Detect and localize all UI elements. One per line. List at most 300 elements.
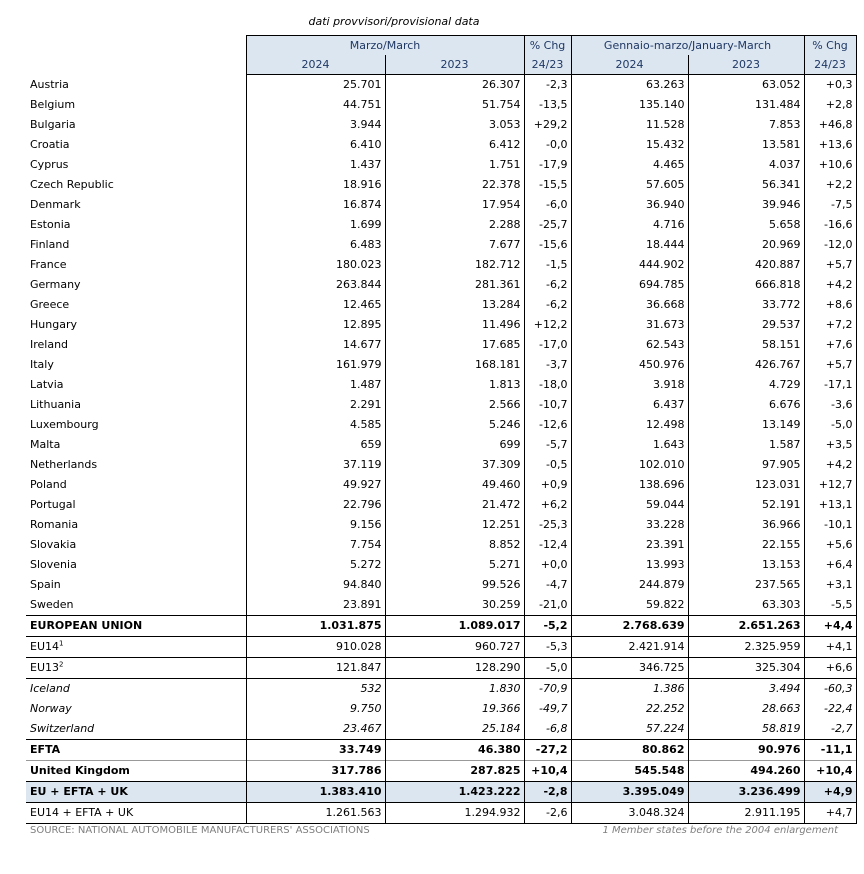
- ytd-2024-text: 3.918: [653, 378, 685, 391]
- header-2023-ytd: 2023: [688, 55, 804, 75]
- table-row: [26, 679, 856, 700]
- march-pct-chg: [524, 555, 571, 575]
- ytd-pct-chg-text: -10,1: [824, 518, 853, 531]
- ytd-2023: [688, 295, 804, 315]
- ytd-pct-chg: [804, 415, 856, 435]
- row-name-text: Romania: [30, 518, 79, 531]
- march-pct-chg-text: -10,7: [539, 398, 568, 411]
- march-2023-text: 182.712: [475, 258, 521, 271]
- ytd-2024: [571, 295, 688, 315]
- ytd-2023-text: 39.946: [762, 198, 801, 211]
- march-2024-text: 44.751: [343, 98, 382, 111]
- ytd-pct-chg: [804, 575, 856, 595]
- march-2024-text: 1.261.563: [325, 806, 382, 819]
- ytd-2024-text: 4.716: [653, 218, 685, 231]
- ytd-pct-chg-text: +2,8: [825, 98, 853, 111]
- ytd-2024: [571, 679, 688, 700]
- march-2024: [246, 515, 385, 535]
- ytd-2023-text: 63.052: [762, 78, 801, 91]
- ytd-2023: [688, 637, 804, 658]
- ytd-2024: [571, 275, 688, 295]
- ytd-2023: [688, 475, 804, 495]
- row-name-text: Poland: [30, 478, 67, 491]
- ytd-pct-chg-text: +13,1: [818, 498, 853, 511]
- march-2024-text: 22.796: [343, 498, 382, 511]
- ytd-2023-text: 13.149: [762, 418, 801, 431]
- ytd-pct-chg: [804, 535, 856, 555]
- row-name-text: Lithuania: [30, 398, 81, 411]
- header-period-ytd: 24/23: [804, 55, 856, 75]
- row-name-text: Switzerland: [30, 722, 95, 735]
- march-2023: [385, 175, 524, 195]
- source-note: SOURCE: NATIONAL AUTOMOBILE MANUFACTURERS' ASSOCIATIONS: [30, 825, 370, 836]
- march-2023-text: 37.309: [482, 458, 521, 471]
- row-name: [26, 637, 246, 658]
- march-2023: [385, 335, 524, 355]
- row-name-text: Croatia: [30, 138, 70, 151]
- march-pct-chg-text: -5,2: [543, 619, 568, 632]
- march-pct-chg: [524, 75, 571, 96]
- ytd-2023-text: 3.494: [769, 682, 801, 695]
- row-name: [26, 155, 246, 175]
- march-2024-text: 161.979: [336, 358, 382, 371]
- table-row: [26, 595, 856, 616]
- ytd-2024: [571, 455, 688, 475]
- ytd-pct-chg-text: +8,6: [825, 298, 853, 311]
- row-name-text: Austria: [30, 77, 69, 91]
- march-2024-text: 12.465: [343, 298, 382, 311]
- march-2024: [246, 155, 385, 175]
- ytd-2023-text: 3.236.499: [738, 785, 801, 798]
- march-2023-text: 5.271: [489, 558, 521, 571]
- march-2024: [246, 782, 385, 803]
- row-name-text: EUROPEAN UNION: [30, 619, 143, 632]
- row-name: [26, 335, 246, 355]
- march-2024-text: 1.487: [350, 378, 382, 391]
- march-2024: [246, 803, 385, 824]
- march-2023-text: 3.053: [489, 118, 521, 131]
- march-2024: [246, 95, 385, 115]
- ytd-2024-text: 6.437: [653, 398, 685, 411]
- march-2024-text: 1.031.875: [319, 619, 382, 632]
- row-name-text: Italy: [30, 358, 54, 371]
- ytd-pct-chg-text: -3,6: [831, 398, 853, 411]
- march-2023: [385, 761, 524, 782]
- march-2024-text: 14.677: [343, 338, 382, 351]
- ytd-2024-text: 694.785: [639, 278, 685, 291]
- row-name: [26, 115, 246, 135]
- ytd-2024-text: 3.395.049: [622, 785, 685, 798]
- march-2024: [246, 175, 385, 195]
- march-pct-chg-text: +0,0: [540, 558, 568, 571]
- row-name-text: Portugal: [30, 498, 76, 511]
- march-2023-text: 287.825: [470, 764, 521, 777]
- march-2023-text: 1.089.017: [458, 619, 521, 632]
- ytd-2024-text: 57.224: [646, 722, 685, 735]
- march-2023: [385, 719, 524, 740]
- march-2023: [385, 495, 524, 515]
- march-2024-text: 317.786: [331, 764, 382, 777]
- ytd-2023-text: 97.905: [762, 458, 801, 471]
- ytd-2024-text: 244.879: [639, 578, 685, 591]
- ytd-pct-chg: [804, 375, 856, 395]
- ytd-2023-text: 237.565: [755, 578, 801, 591]
- march-2023-text: 26.307: [482, 78, 521, 91]
- table-row: [26, 375, 856, 395]
- row-name-text: Cyprus: [30, 158, 69, 171]
- ytd-2023-text: 52.191: [762, 498, 801, 511]
- march-pct-chg: [524, 515, 571, 535]
- march-2024: [246, 740, 385, 761]
- header-jan-mar: Gennaio-marzo/January-March: [571, 36, 804, 56]
- ytd-2023-text: 325.304: [755, 661, 801, 674]
- march-2023-text: 2.566: [489, 398, 521, 411]
- table-row: [26, 435, 856, 455]
- table-row: [26, 455, 856, 475]
- ytd-2024: [571, 255, 688, 275]
- row-name: [26, 355, 246, 375]
- march-2023-text: 6.412: [489, 138, 521, 151]
- table-row: [26, 95, 856, 115]
- row-name: [26, 395, 246, 415]
- row-name: [26, 135, 246, 155]
- table-row: [26, 616, 856, 637]
- march-2024-text: 33.749: [339, 743, 382, 756]
- ytd-2024: [571, 616, 688, 637]
- ytd-2024-text: 1.386: [653, 682, 685, 695]
- table-row: [26, 175, 856, 195]
- ytd-2023-text: 2.651.263: [738, 619, 801, 632]
- march-2024-text: 12.895: [343, 318, 382, 331]
- ytd-pct-chg-text: +12,7: [818, 478, 853, 491]
- march-2024-text: 37.119: [343, 458, 382, 471]
- ytd-2024: [571, 555, 688, 575]
- march-pct-chg: [524, 435, 571, 455]
- ytd-2023-text: 63.303: [762, 598, 801, 611]
- march-pct-chg-text: -27,2: [535, 743, 568, 756]
- ytd-2023-text: 123.031: [755, 478, 801, 491]
- march-2024-text: 263.844: [336, 278, 382, 291]
- ytd-pct-chg-text: +10,6: [818, 158, 853, 171]
- ytd-2024-text: 36.668: [646, 298, 685, 311]
- march-pct-chg-text: -25,3: [539, 518, 568, 531]
- table-row: [26, 215, 856, 235]
- ytd-2024-text: 13.993: [646, 558, 685, 571]
- header-2024-march: 2024: [246, 55, 385, 75]
- march-2023: [385, 375, 524, 395]
- march-2023-text: 46.380: [478, 743, 521, 756]
- row-name: [26, 455, 246, 475]
- ytd-pct-chg: [804, 658, 856, 679]
- march-pct-chg: [524, 375, 571, 395]
- ytd-pct-chg-text: +4,7: [825, 806, 853, 819]
- ytd-pct-chg-text: -16,6: [824, 218, 853, 231]
- march-2024: [246, 395, 385, 415]
- march-2023: [385, 616, 524, 637]
- march-2023-text: 25.184: [482, 722, 521, 735]
- march-2023: [385, 115, 524, 135]
- ytd-2023-text: 666.818: [755, 278, 801, 291]
- row-name: [26, 415, 246, 435]
- row-name-text: Denmark: [30, 198, 81, 211]
- ytd-2024-text: 57.605: [646, 178, 685, 191]
- march-pct-chg: [524, 235, 571, 255]
- march-pct-chg: [524, 175, 571, 195]
- footnote-marker: 1: [59, 639, 64, 648]
- march-2023-text: 1.423.222: [458, 785, 521, 798]
- march-pct-chg: [524, 295, 571, 315]
- march-2024: [246, 679, 385, 700]
- march-2024: [246, 719, 385, 740]
- ytd-pct-chg: [804, 75, 856, 96]
- ytd-2023: [688, 435, 804, 455]
- march-2024: [246, 555, 385, 575]
- ytd-2023-text: 5.658: [769, 218, 801, 231]
- march-2023: [385, 535, 524, 555]
- march-2023-text: 128.290: [475, 661, 521, 674]
- table-row: [26, 475, 856, 495]
- row-name-text: Iceland: [30, 682, 70, 695]
- march-2023: [385, 575, 524, 595]
- ytd-2023-text: 22.155: [762, 538, 801, 551]
- march-pct-chg: [524, 535, 571, 555]
- march-2024: [246, 255, 385, 275]
- march-2024-text: 7.754: [350, 538, 382, 551]
- ytd-pct-chg-text: -22,4: [824, 702, 853, 715]
- row-name: [26, 782, 246, 803]
- march-2024-text: 3.944: [350, 118, 382, 131]
- march-pct-chg-text: -25,7: [539, 218, 568, 231]
- row-name-text: Malta: [30, 438, 61, 451]
- ytd-2023: [688, 415, 804, 435]
- ytd-2023: [688, 575, 804, 595]
- row-name: [26, 235, 246, 255]
- march-pct-chg-text: -15,5: [539, 178, 568, 191]
- ytd-pct-chg-text: +10,4: [816, 764, 853, 777]
- march-pct-chg: [524, 495, 571, 515]
- march-pct-chg-text: -5,7: [546, 438, 568, 451]
- march-2023-text: 1.830: [489, 682, 521, 695]
- row-name: [26, 215, 246, 235]
- row-name: [26, 803, 246, 824]
- ytd-2023: [688, 95, 804, 115]
- march-pct-chg: [524, 135, 571, 155]
- march-pct-chg-text: +12,2: [533, 318, 568, 331]
- ytd-2024-text: 11.528: [646, 118, 685, 131]
- march-2023-text: 19.366: [482, 702, 521, 715]
- ytd-pct-chg-text: +4,9: [823, 785, 853, 798]
- march-2024: [246, 135, 385, 155]
- ytd-pct-chg-text: +2,2: [825, 178, 853, 191]
- march-pct-chg: [524, 575, 571, 595]
- row-name-text: EFTA: [30, 743, 61, 756]
- march-pct-chg: [524, 355, 571, 375]
- march-2023: [385, 803, 524, 824]
- march-pct-chg-text: -0,0: [546, 138, 568, 151]
- ytd-2023-text: 1.587: [769, 438, 801, 451]
- ytd-2024-text: 444.902: [639, 258, 685, 271]
- ytd-pct-chg: [804, 155, 856, 175]
- march-2024-text: 6.410: [350, 138, 382, 151]
- march-2024: [246, 761, 385, 782]
- ytd-pct-chg-text: -60,3: [824, 682, 853, 695]
- march-2024: [246, 195, 385, 215]
- march-2024: [246, 535, 385, 555]
- march-2023: [385, 155, 524, 175]
- march-pct-chg: [524, 719, 571, 740]
- march-2023: [385, 135, 524, 155]
- ytd-2024-text: 23.391: [646, 538, 685, 551]
- ytd-2024: [571, 595, 688, 616]
- march-pct-chg: [524, 782, 571, 803]
- march-pct-chg: [524, 195, 571, 215]
- march-2023-text: 21.472: [482, 498, 521, 511]
- row-name: [26, 275, 246, 295]
- march-2023: [385, 75, 524, 96]
- ytd-2024: [571, 535, 688, 555]
- ytd-2023: [688, 375, 804, 395]
- ytd-2023-text: 28.663: [762, 702, 801, 715]
- table-row: [26, 719, 856, 740]
- ytd-2024: [571, 515, 688, 535]
- ytd-pct-chg: [804, 495, 856, 515]
- row-name-text: Finland: [30, 238, 70, 251]
- ytd-pct-chg: [804, 135, 856, 155]
- header-row-years: [26, 55, 856, 75]
- ytd-2024-text: 2.421.914: [628, 640, 685, 653]
- table-body: [26, 75, 856, 824]
- march-2024: [246, 115, 385, 135]
- march-pct-chg-text: -49,7: [539, 702, 568, 715]
- row-name: [26, 435, 246, 455]
- ytd-2023-text: 20.969: [762, 238, 801, 251]
- ytd-2024-text: 36.940: [646, 198, 685, 211]
- ytd-2023-text: 4.729: [769, 378, 801, 391]
- row-name: [26, 495, 246, 515]
- ytd-2024-text: 4.465: [653, 158, 685, 171]
- march-2024: [246, 75, 385, 96]
- march-2023: [385, 355, 524, 375]
- march-2023-text: 1.751: [489, 158, 521, 171]
- march-2023: [385, 315, 524, 335]
- ytd-2023-text: 56.341: [762, 178, 801, 191]
- ytd-2023-text: 494.260: [750, 764, 801, 777]
- ytd-pct-chg: [804, 95, 856, 115]
- ytd-2023-text: 29.537: [762, 318, 801, 331]
- march-2023: [385, 95, 524, 115]
- ytd-2023: [688, 175, 804, 195]
- march-pct-chg: [524, 335, 571, 355]
- ytd-pct-chg-text: +7,6: [825, 338, 853, 351]
- row-name-text: Czech Republic: [30, 178, 114, 191]
- march-2024: [246, 475, 385, 495]
- march-2023-text: 960.727: [475, 640, 521, 653]
- ytd-pct-chg: [804, 761, 856, 782]
- ytd-2023: [688, 455, 804, 475]
- march-pct-chg-text: -5,0: [546, 661, 568, 674]
- ytd-2024-text: 80.862: [642, 743, 685, 756]
- march-2024-text: 532: [360, 682, 382, 695]
- march-2024: [246, 616, 385, 637]
- march-pct-chg-text: -1,5: [546, 258, 568, 271]
- ytd-2024-text: 450.976: [639, 358, 685, 371]
- row-name-text: United Kingdom: [30, 764, 130, 777]
- march-pct-chg-text: -17,0: [539, 338, 568, 351]
- ytd-2024: [571, 658, 688, 679]
- row-name: [26, 761, 246, 782]
- ytd-2024-text: 2.768.639: [622, 619, 685, 632]
- ytd-2023: [688, 719, 804, 740]
- ytd-2023: [688, 740, 804, 761]
- ytd-pct-chg-text: +0,3: [825, 78, 853, 91]
- ytd-2024-text: 18.444: [646, 238, 685, 251]
- row-name-text: Slovenia: [30, 558, 77, 571]
- march-2024-text: 6.483: [350, 238, 382, 251]
- ytd-2023: [688, 555, 804, 575]
- ytd-pct-chg: [804, 699, 856, 719]
- ytd-2023: [688, 535, 804, 555]
- table-row: [26, 415, 856, 435]
- row-name: [26, 515, 246, 535]
- row-name-text: Netherlands: [30, 458, 98, 471]
- march-2023-text: 7.677: [489, 238, 521, 251]
- ytd-pct-chg-text: +3,1: [825, 578, 853, 591]
- row-name-text: Estonia: [30, 218, 71, 231]
- ytd-2024: [571, 637, 688, 658]
- march-pct-chg-text: -21,0: [539, 598, 568, 611]
- ytd-2023: [688, 658, 804, 679]
- row-name: [26, 195, 246, 215]
- ytd-pct-chg-text: +7,2: [825, 318, 853, 331]
- march-2024: [246, 335, 385, 355]
- ytd-2023-text: 2.325.959: [744, 640, 801, 653]
- ytd-pct-chg-text: +4,1: [825, 640, 853, 653]
- ytd-pct-chg-text: -17,1: [824, 378, 853, 391]
- march-2023: [385, 415, 524, 435]
- row-name-text: Ireland: [30, 338, 69, 351]
- march-pct-chg-text: +6,2: [540, 498, 568, 511]
- row-name: [26, 375, 246, 395]
- march-2023: [385, 658, 524, 679]
- ytd-pct-chg-text: +5,7: [825, 358, 853, 371]
- ytd-2024: [571, 740, 688, 761]
- march-2024-text: 2.291: [350, 398, 382, 411]
- ytd-2024: [571, 803, 688, 824]
- row-name-text: Latvia: [30, 378, 64, 391]
- ytd-2024: [571, 415, 688, 435]
- ytd-2024-text: 59.822: [646, 598, 685, 611]
- ytd-2023-text: 36.966: [762, 518, 801, 531]
- march-2024: [246, 495, 385, 515]
- row-name-text: Norway: [30, 702, 72, 715]
- ytd-pct-chg-text: -12,0: [824, 238, 853, 251]
- ytd-2024: [571, 315, 688, 335]
- ytd-2023-text: 90.976: [758, 743, 801, 756]
- header-row-periods: [26, 36, 856, 56]
- ytd-pct-chg-text: -2,7: [831, 722, 853, 735]
- header-pct-chg-ytd: % Chg: [804, 36, 856, 56]
- table-row: [26, 275, 856, 295]
- ytd-2023-text: 4.037: [769, 158, 801, 171]
- march-2023: [385, 475, 524, 495]
- ytd-2024: [571, 155, 688, 175]
- march-2024: [246, 275, 385, 295]
- ytd-2023-text: 33.772: [762, 298, 801, 311]
- march-2023-text: 22.378: [482, 178, 521, 191]
- march-pct-chg: [524, 275, 571, 295]
- march-2023: [385, 435, 524, 455]
- row-name: [26, 95, 246, 115]
